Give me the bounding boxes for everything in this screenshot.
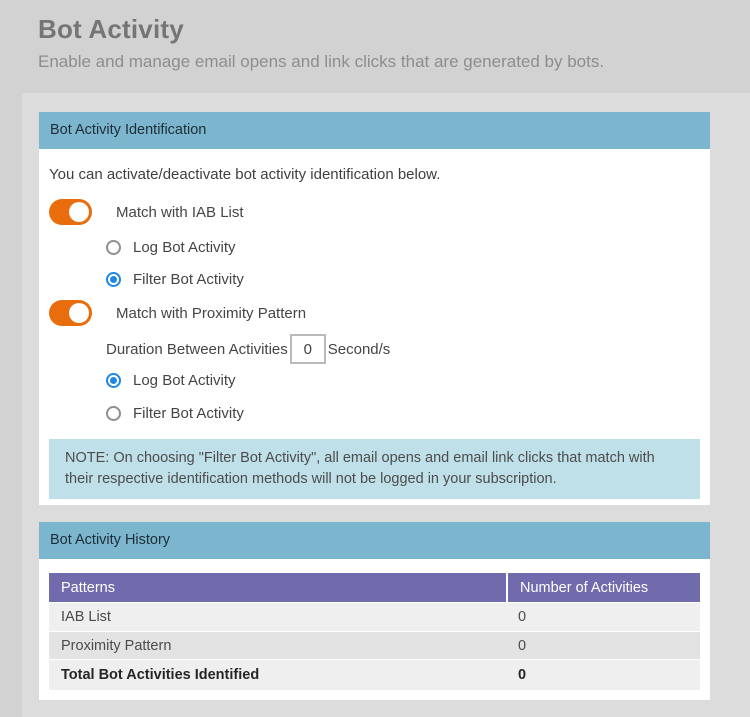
proximity-toggle-label: Match with Proximity Pattern <box>116 304 307 322</box>
duration-input[interactable] <box>290 334 326 364</box>
note-box: NOTE: On choosing "Filter Bot Activity", all email opens and email link clicks that match with their respective identification methods will not be logged in your subscription. <box>49 439 700 499</box>
bot-activity-identification-card <box>39 112 710 505</box>
pattern-cell: Proximity Pattern <box>61 637 172 654</box>
bot-activity-history-card <box>39 522 710 700</box>
proximity-filter-radio[interactable] <box>106 406 121 421</box>
table-row <box>49 631 700 659</box>
count-cell: 0 <box>518 637 527 654</box>
duration-unit-label: Second/s <box>327 340 391 358</box>
iab-filter-radio-row <box>106 271 244 288</box>
total-pattern-cell: Total Bot Activities Identified <box>61 667 260 683</box>
duration-label: Duration Between Activities <box>106 340 288 358</box>
total-count-cell: 0 <box>518 667 527 683</box>
history-section-header: Bot Activity History <box>39 522 710 559</box>
proximity-log-radio-row <box>106 372 236 389</box>
page-header <box>38 14 728 72</box>
iab-log-radio[interactable] <box>106 240 121 255</box>
identification-section-header: Bot Activity Identification <box>39 112 710 149</box>
table-header-row <box>49 573 700 602</box>
iab-toggle-label: Match with IAB List <box>116 203 244 221</box>
iab-filter-radio[interactable] <box>106 272 121 287</box>
iab-toggle-row <box>49 199 244 225</box>
count-cell: 0 <box>518 609 527 625</box>
toggle-knob <box>69 202 89 222</box>
content-panel <box>22 93 750 717</box>
table-total-row <box>49 659 700 690</box>
identification-intro-text: You can activate/deactivate bot activity identification below. <box>49 166 441 183</box>
iab-filter-radio-label: Filter Bot Activity <box>133 271 244 288</box>
iab-log-radio-row <box>106 239 236 256</box>
column-header-activities: Number of Activities <box>506 573 700 602</box>
iab-log-radio-label: Log Bot Activity <box>133 239 236 256</box>
proximity-filter-radio-label: Filter Bot Activity <box>133 405 244 422</box>
page-title: Bot Activity <box>38 14 184 44</box>
page-subtitle: Enable and manage email opens and link clicks that are generated by bots. <box>38 52 605 71</box>
proximity-log-radio-label: Log Bot Activity <box>133 372 236 389</box>
proximity-filter-radio-row <box>106 405 244 422</box>
toggle-knob <box>69 303 89 323</box>
proximity-toggle-row <box>49 300 306 326</box>
table-row <box>49 602 700 631</box>
pattern-cell: IAB List <box>61 609 111 625</box>
proximity-pattern-toggle[interactable] <box>49 300 92 326</box>
history-table <box>49 573 700 690</box>
iab-list-toggle[interactable] <box>49 199 92 225</box>
proximity-log-radio[interactable] <box>106 373 121 388</box>
duration-row <box>106 334 390 364</box>
column-header-patterns: Patterns <box>61 579 115 596</box>
